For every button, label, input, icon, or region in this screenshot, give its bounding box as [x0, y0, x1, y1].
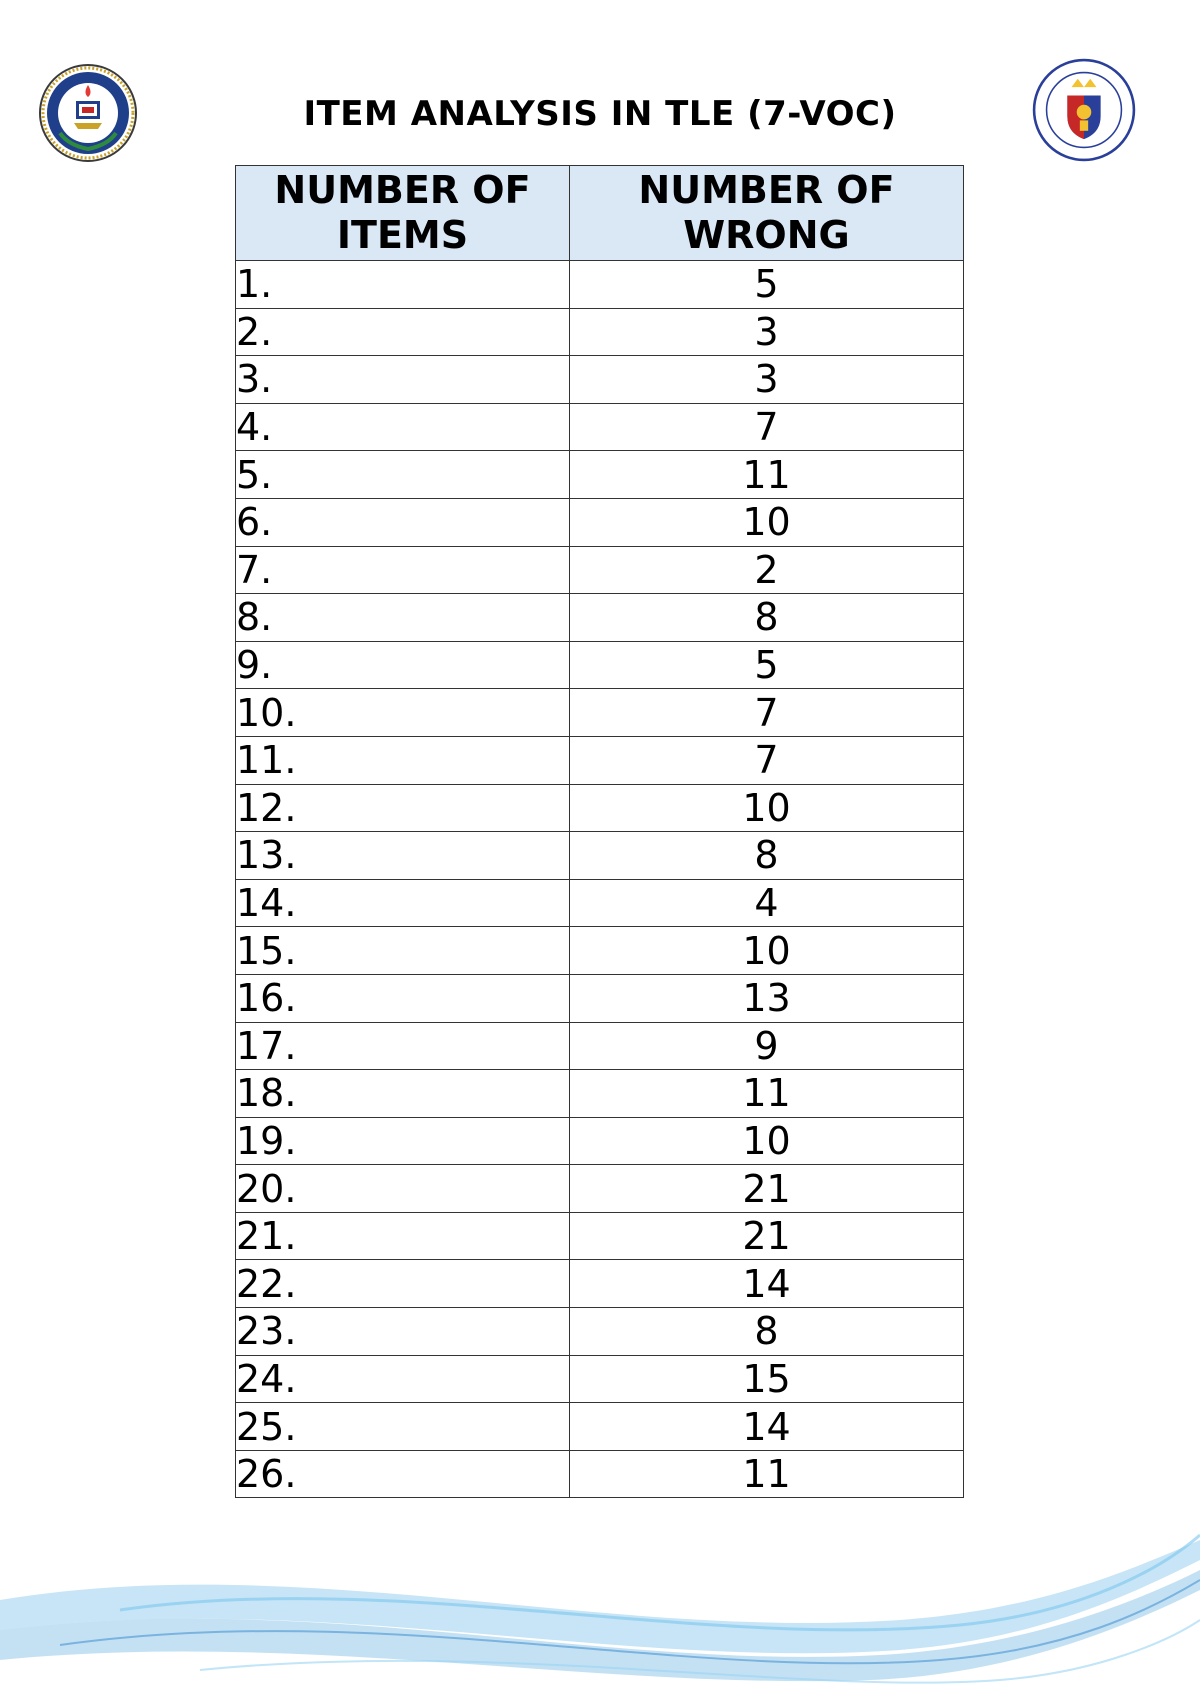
table-row	[236, 546, 964, 594]
item-number: 15.	[236, 927, 570, 975]
header-number-of-wrong: NUMBER OF WRONG	[570, 166, 964, 261]
item-number: 9.	[236, 641, 570, 689]
table-row	[236, 308, 964, 356]
wrong-count: 10	[570, 498, 964, 546]
table-row	[236, 356, 964, 404]
page-title: ITEM ANALYSIS IN TLE (7-VOC)	[303, 94, 897, 134]
item-number: 6.	[236, 498, 570, 546]
table-row	[236, 1403, 964, 1451]
wrong-count: 11	[570, 1450, 964, 1498]
item-analysis-table	[235, 165, 964, 1498]
wrong-count: 10	[570, 927, 964, 975]
table-row	[236, 1022, 964, 1070]
item-number: 19.	[236, 1117, 570, 1165]
wrong-count: 10	[570, 1117, 964, 1165]
wrong-count: 2	[570, 546, 964, 594]
item-number: 8.	[236, 594, 570, 642]
item-number: 25.	[236, 1403, 570, 1451]
wrong-count: 4	[570, 879, 964, 927]
wrong-count: 8	[570, 1308, 964, 1356]
table-row	[236, 784, 964, 832]
item-number: 16.	[236, 974, 570, 1022]
item-number: 20.	[236, 1165, 570, 1213]
wrong-count: 8	[570, 832, 964, 880]
table-row	[236, 1450, 964, 1498]
table-row	[236, 1260, 964, 1308]
table-row	[236, 832, 964, 880]
wrong-count: 7	[570, 403, 964, 451]
item-number: 22.	[236, 1260, 570, 1308]
item-number: 10.	[236, 689, 570, 737]
table-row	[236, 261, 964, 309]
table-header-row	[236, 166, 964, 261]
item-number: 23.	[236, 1308, 570, 1356]
table-row	[236, 1165, 964, 1213]
wrong-count: 7	[570, 689, 964, 737]
item-number: 18.	[236, 1070, 570, 1118]
wrong-count: 9	[570, 1022, 964, 1070]
table-row	[236, 689, 964, 737]
wrong-count: 13	[570, 974, 964, 1022]
item-number: 2.	[236, 308, 570, 356]
table-row	[236, 1070, 964, 1118]
item-number: 5.	[236, 451, 570, 499]
wrong-count: 11	[570, 1070, 964, 1118]
item-number: 13.	[236, 832, 570, 880]
table-row	[236, 736, 964, 784]
table-row	[236, 498, 964, 546]
item-number: 14.	[236, 879, 570, 927]
table-row	[236, 1308, 964, 1356]
wrong-count: 14	[570, 1403, 964, 1451]
wrong-count: 14	[570, 1260, 964, 1308]
wrong-count: 21	[570, 1212, 964, 1260]
item-number: 12.	[236, 784, 570, 832]
table-row	[236, 403, 964, 451]
wrong-count: 3	[570, 356, 964, 404]
table-row	[236, 1355, 964, 1403]
wrong-count: 3	[570, 308, 964, 356]
table-row	[236, 451, 964, 499]
table-row	[236, 1212, 964, 1260]
table-row	[236, 1117, 964, 1165]
wrong-count: 7	[570, 736, 964, 784]
wrong-count: 11	[570, 451, 964, 499]
decorative-waves	[0, 1530, 1200, 1696]
item-number: 24.	[236, 1355, 570, 1403]
wrong-count: 10	[570, 784, 964, 832]
table-row	[236, 641, 964, 689]
item-number: 17.	[236, 1022, 570, 1070]
item-number: 4.	[236, 403, 570, 451]
wrong-count: 21	[570, 1165, 964, 1213]
item-number: 26.	[236, 1450, 570, 1498]
item-number: 11.	[236, 736, 570, 784]
wrong-count: 5	[570, 261, 964, 309]
table-row	[236, 879, 964, 927]
item-number: 21.	[236, 1212, 570, 1260]
item-number: 3.	[236, 356, 570, 404]
table-row	[236, 594, 964, 642]
header-number-of-items: NUMBER OF ITEMS	[236, 166, 570, 261]
item-number: 1.	[236, 261, 570, 309]
table-row	[236, 927, 964, 975]
wrong-count: 5	[570, 641, 964, 689]
item-number: 7.	[236, 546, 570, 594]
wrong-count: 15	[570, 1355, 964, 1403]
table-row	[236, 974, 964, 1022]
wrong-count: 8	[570, 594, 964, 642]
